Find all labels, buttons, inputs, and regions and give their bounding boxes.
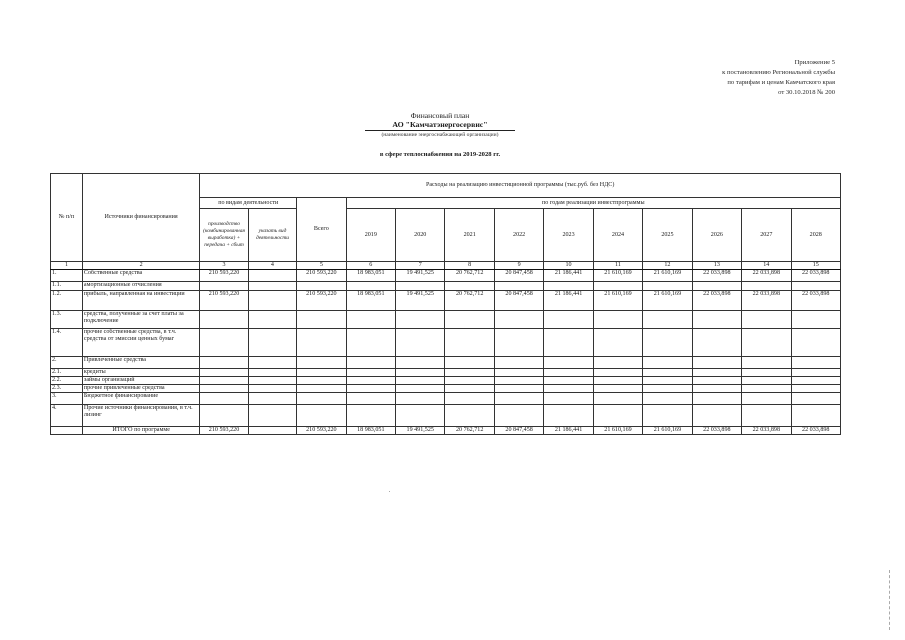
cell-year-value: [791, 357, 840, 369]
row-source-name: прочие собственные средства, в т.ч. средства от эмиссии ценных бумаг: [82, 329, 199, 357]
cell-year-value: [692, 385, 741, 393]
row-number: 2.: [51, 357, 83, 369]
table-row: [51, 282, 841, 291]
cell-year-value: [346, 357, 395, 369]
cell-year-value: 21 610,169: [593, 270, 642, 282]
column-number: 2: [82, 262, 199, 270]
cell-year-value: [643, 385, 692, 393]
cell-production: [200, 369, 248, 377]
cell-year-value: [396, 405, 445, 427]
page-edge-mark: [889, 570, 891, 630]
cell-production: [200, 377, 248, 385]
cell-year-value: [791, 405, 840, 427]
row-source-name: Привлеченные средства: [82, 357, 199, 369]
cell-year-value: 20 847,458: [494, 270, 543, 282]
cell-year-value: 20 847,458: [494, 291, 543, 311]
cell-year-value: [544, 311, 593, 329]
cell-year-value: [791, 311, 840, 329]
header-year: 2019: [346, 209, 395, 262]
cell-year-value: [494, 369, 543, 377]
cell-year-value: [494, 311, 543, 329]
cell-other-activity: [248, 311, 296, 329]
cell-year-value: [692, 311, 741, 329]
column-number: 9: [494, 262, 543, 270]
appendix-line-1: Приложение 5: [794, 59, 835, 66]
cell-year-value: 22 033,898: [791, 427, 840, 435]
cell-other-activity: [248, 291, 296, 311]
header-other-activity: указать вид деятельности: [248, 209, 296, 262]
cell-year-value: [445, 329, 494, 357]
cell-year-value: [742, 377, 791, 385]
cell-year-value: [593, 385, 642, 393]
cell-year-value: 18 983,051: [346, 427, 395, 435]
cell-total: [297, 405, 346, 427]
cell-year-value: [742, 311, 791, 329]
header-no: № п/п: [51, 174, 83, 262]
cell-total: [297, 311, 346, 329]
cell-total: 210 593,220: [297, 270, 346, 282]
row-source-name: средства, полученные за счет платы за подключение: [82, 311, 199, 329]
table-row: [51, 369, 841, 377]
row-number: 1.: [51, 270, 83, 282]
cell-year-value: [396, 377, 445, 385]
cell-year-value: 19 491,525: [396, 270, 445, 282]
scan-speck: [389, 491, 390, 492]
cell-year-value: [346, 405, 395, 427]
cell-total: [297, 329, 346, 357]
cell-year-value: [643, 377, 692, 385]
cell-year-value: [791, 369, 840, 377]
cell-year-value: 22 033,898: [692, 291, 741, 311]
cell-year-value: [396, 393, 445, 405]
cell-year-value: [593, 282, 642, 291]
column-number: 12: [643, 262, 692, 270]
cell-year-value: [643, 405, 692, 427]
cell-year-value: [544, 357, 593, 369]
row-number: 3.: [51, 393, 83, 405]
cell-year-value: [692, 329, 741, 357]
column-number: 7: [396, 262, 445, 270]
cell-other-activity: [248, 405, 296, 427]
cell-year-value: 21 610,169: [643, 291, 692, 311]
organization-caption: (наименование энергоснабжающей организации): [381, 132, 499, 138]
cell-year-value: 22 033,898: [742, 427, 791, 435]
header-year: 2024: [593, 209, 642, 262]
cell-year-value: [494, 377, 543, 385]
cell-production: [200, 282, 248, 291]
cell-year-value: 21 186,441: [544, 270, 593, 282]
cell-year-value: [544, 393, 593, 405]
cell-year-value: [445, 393, 494, 405]
column-number: 3: [200, 262, 248, 270]
cell-year-value: [643, 311, 692, 329]
cell-year-value: [494, 357, 543, 369]
row-number: [51, 427, 83, 435]
cell-year-value: [445, 405, 494, 427]
cell-year-value: [346, 311, 395, 329]
column-number: 14: [742, 262, 791, 270]
cell-year-value: 20 847,458: [494, 427, 543, 435]
cell-year-value: [593, 357, 642, 369]
table-row: [51, 405, 841, 427]
table-row: [51, 393, 841, 405]
cell-year-value: 19 491,525: [396, 291, 445, 311]
cell-year-value: [791, 282, 840, 291]
cell-year-value: [742, 369, 791, 377]
cell-year-value: [593, 405, 642, 427]
row-number: 1.3.: [51, 311, 83, 329]
cell-production: 210 593,220: [200, 270, 248, 282]
cell-year-value: [742, 282, 791, 291]
appendix-note: [722, 58, 835, 98]
cell-year-value: [494, 405, 543, 427]
cell-year-value: 18 983,051: [346, 270, 395, 282]
title-block: [300, 111, 580, 139]
cell-year-value: [544, 405, 593, 427]
cell-total: [297, 282, 346, 291]
cell-other-activity: [248, 427, 296, 435]
cell-year-value: 22 033,898: [742, 270, 791, 282]
cell-year-value: [445, 369, 494, 377]
column-number: 13: [692, 262, 741, 270]
table-row: [51, 270, 841, 282]
cell-year-value: 19 491,525: [396, 427, 445, 435]
column-number: 1: [51, 262, 83, 270]
header-year: 2025: [643, 209, 692, 262]
cell-year-value: [643, 393, 692, 405]
cell-year-value: [346, 329, 395, 357]
organization-name: АО "Камчатэнергосервис": [392, 120, 488, 129]
row-source-name: кредиты: [82, 369, 199, 377]
cell-year-value: 18 983,051: [346, 291, 395, 311]
table-row: [51, 291, 841, 311]
header-expenses: Расходы на реализацию инвестиционной программы (тыс.руб. без НДС): [200, 174, 841, 198]
header-year: 2027: [742, 209, 791, 262]
cell-year-value: [544, 282, 593, 291]
appendix-line-2: к постановлению Региональной службы: [722, 69, 835, 76]
cell-year-value: 21 610,169: [593, 291, 642, 311]
document-title: Финансовый план: [410, 111, 470, 120]
table-row: [51, 329, 841, 357]
cell-total: [297, 377, 346, 385]
header-total: Всего: [297, 198, 346, 262]
cell-year-value: [346, 385, 395, 393]
cell-year-value: [692, 369, 741, 377]
column-number: 11: [593, 262, 642, 270]
cell-production: [200, 357, 248, 369]
cell-production: [200, 385, 248, 393]
header-year: 2022: [494, 209, 543, 262]
cell-year-value: 21 610,169: [643, 427, 692, 435]
cell-year-value: 22 033,898: [692, 427, 741, 435]
row-number: 2.3.: [51, 385, 83, 393]
cell-year-value: [643, 329, 692, 357]
cell-production: 210 593,220: [200, 291, 248, 311]
appendix-line-3: по тарифам и ценам Камчатского края: [727, 79, 835, 86]
cell-other-activity: [248, 357, 296, 369]
cell-year-value: [396, 282, 445, 291]
cell-year-value: 20 762,712: [445, 427, 494, 435]
cell-year-value: [791, 377, 840, 385]
cell-year-value: [643, 369, 692, 377]
row-source-name: Бюджетное финансирование: [82, 393, 199, 405]
row-source-name: займы организаций: [82, 377, 199, 385]
cell-year-value: 22 033,898: [791, 291, 840, 311]
cell-production: [200, 311, 248, 329]
cell-year-value: [494, 393, 543, 405]
cell-year-value: [593, 393, 642, 405]
cell-year-value: [396, 385, 445, 393]
cell-year-value: [494, 282, 543, 291]
cell-total: [297, 385, 346, 393]
cell-year-value: 20 762,712: [445, 291, 494, 311]
cell-production: [200, 405, 248, 427]
cell-year-value: [445, 377, 494, 385]
column-number: 6: [346, 262, 395, 270]
cell-other-activity: [248, 282, 296, 291]
cell-other-activity: [248, 329, 296, 357]
cell-year-value: [742, 357, 791, 369]
cell-year-value: [692, 357, 741, 369]
cell-year-value: [692, 393, 741, 405]
appendix-line-4: от 30.10.2018 № 200: [778, 89, 835, 96]
cell-year-value: [494, 385, 543, 393]
cell-year-value: [544, 369, 593, 377]
cell-year-value: [742, 393, 791, 405]
cell-year-value: 21 610,169: [643, 270, 692, 282]
cell-year-value: [593, 329, 642, 357]
column-number: 4: [248, 262, 296, 270]
row-number: 2.1.: [51, 369, 83, 377]
cell-year-value: [346, 369, 395, 377]
cell-year-value: [445, 357, 494, 369]
cell-total: 210 593,220: [297, 427, 346, 435]
column-number: 8: [445, 262, 494, 270]
cell-year-value: [445, 311, 494, 329]
column-number: 5: [297, 262, 346, 270]
cell-year-value: [742, 329, 791, 357]
cell-year-value: 22 033,898: [742, 291, 791, 311]
cell-year-value: [742, 405, 791, 427]
row-number: 1.2.: [51, 291, 83, 311]
cell-year-value: [643, 282, 692, 291]
cell-year-value: [396, 357, 445, 369]
row-source-name: ИТОГО по программе: [82, 427, 199, 435]
cell-total: [297, 369, 346, 377]
row-source-name: прибыль, направленная на инвестиции: [82, 291, 199, 311]
row-number: 1.1.: [51, 282, 83, 291]
cell-year-value: [791, 329, 840, 357]
cell-year-value: [593, 377, 642, 385]
cell-production: [200, 329, 248, 357]
table-row: [51, 427, 841, 435]
cell-year-value: 22 033,898: [692, 270, 741, 282]
cell-year-value: [396, 329, 445, 357]
financial-plan-table: [50, 173, 841, 435]
header-year: 2023: [544, 209, 593, 262]
table-row: [51, 377, 841, 385]
cell-year-value: 21 186,441: [544, 291, 593, 311]
column-number: 10: [544, 262, 593, 270]
cell-year-value: 22 033,898: [791, 270, 840, 282]
header-year: 2028: [791, 209, 840, 262]
row-source-name: Собственные средства: [82, 270, 199, 282]
cell-other-activity: [248, 393, 296, 405]
row-source-name: Прочие источники финансирования, в т.ч. лизинг: [82, 405, 199, 427]
cell-other-activity: [248, 369, 296, 377]
cell-year-value: [396, 369, 445, 377]
header-production: производство (комбинированная выработка) + передача + сбыт: [200, 209, 248, 262]
cell-year-value: [346, 377, 395, 385]
cell-year-value: 21 186,441: [544, 427, 593, 435]
cell-production: 210 593,220: [200, 427, 248, 435]
cell-year-value: [544, 377, 593, 385]
column-number: 15: [791, 262, 840, 270]
cell-other-activity: [248, 270, 296, 282]
cell-other-activity: [248, 385, 296, 393]
header-by-years: по годам реализации инвестпрограммы: [346, 198, 840, 209]
cell-year-value: [445, 282, 494, 291]
cell-total: [297, 357, 346, 369]
cell-year-value: [346, 282, 395, 291]
table-row: [51, 311, 841, 329]
cell-year-value: [494, 329, 543, 357]
cell-year-value: [692, 405, 741, 427]
cell-year-value: [544, 385, 593, 393]
cell-year-value: [346, 393, 395, 405]
cell-other-activity: [248, 377, 296, 385]
cell-year-value: [396, 311, 445, 329]
cell-production: [200, 393, 248, 405]
cell-year-value: [593, 369, 642, 377]
cell-year-value: [445, 385, 494, 393]
cell-year-value: [791, 393, 840, 405]
header-year: 2020: [396, 209, 445, 262]
cell-year-value: [643, 357, 692, 369]
cell-year-value: [742, 385, 791, 393]
cell-year-value: [544, 329, 593, 357]
table-row: [51, 357, 841, 369]
row-number: 1.4.: [51, 329, 83, 357]
cell-year-value: [692, 377, 741, 385]
header-by-activity: по видам деятельности: [200, 198, 297, 209]
cell-year-value: [692, 282, 741, 291]
row-number: 2.2.: [51, 377, 83, 385]
header-source: Источники финансирования: [82, 174, 199, 262]
header-year: 2021: [445, 209, 494, 262]
sphere-subtitle: в сфере теплоснабжения на 2019-2028 гг.: [379, 151, 501, 158]
table-row: [51, 385, 841, 393]
cell-year-value: [791, 385, 840, 393]
row-source-name: прочие привлеченные средства: [82, 385, 199, 393]
cell-total: [297, 393, 346, 405]
row-source-name: амортизационные отчисления: [82, 282, 199, 291]
cell-total: 210 593,220: [297, 291, 346, 311]
header-year: 2026: [692, 209, 741, 262]
cell-year-value: [593, 311, 642, 329]
cell-year-value: 21 610,169: [593, 427, 642, 435]
row-number: 4.: [51, 405, 83, 427]
cell-year-value: 20 762,712: [445, 270, 494, 282]
